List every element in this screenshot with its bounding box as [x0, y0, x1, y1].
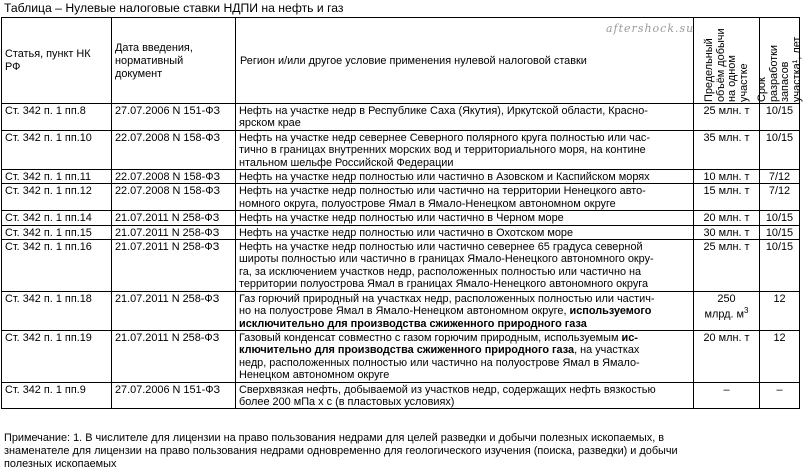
region-line: Газ горючий природный на участках недр, расположенных полностью или частич- — [239, 292, 655, 305]
table-row — [2, 240, 800, 292]
cell-region — [236, 211, 694, 225]
table-row — [2, 225, 800, 239]
cell-article: Ст. 342 п. 1 пп.8 — [2, 104, 112, 131]
region-line: Ненецком автономном округе — [239, 369, 390, 382]
header-term-text: Срок разработки запасов участка¹, лет — [755, 36, 802, 102]
region-line: Нефть на участке недр полностью или частично в Охотском море — [239, 226, 574, 239]
region-line: га, за исключением участков недр, расположенных полностью или частично на — [239, 265, 642, 278]
header-volume-text: Предельный объём добычи на одном участке — [702, 28, 749, 102]
cell-term: 12 — [760, 330, 800, 382]
region-line: Сверхвязкая нефть, добываемой из участков недр, содержащих нефть вязкостью — [239, 383, 656, 396]
region-bold-text: используемого — [569, 305, 652, 318]
cell-article: Ст. 342 п. 1 пп.16 — [2, 240, 112, 292]
region-line: тично в границах внутренних морских вод и территориального моря, на контине — [239, 144, 646, 157]
table-row — [2, 330, 800, 382]
cell-article: Ст. 342 п. 1 пп.19 — [2, 330, 112, 382]
cell-region — [236, 170, 694, 184]
cell-volume: 20 млн. т — [694, 211, 760, 225]
volume-unit — [697, 305, 756, 321]
cell-region — [236, 184, 694, 211]
region-line — [239, 305, 690, 317]
cell-term: 12 — [760, 291, 800, 330]
table-row — [2, 170, 800, 184]
region-line: Нефть на участке недр полностью или частично в Черном море — [239, 212, 564, 225]
cell-article: Ст. 342 п. 1 пп.18 — [2, 291, 112, 330]
region-line: Нефть на участке недр полностью или частично в Азовском и Каспийском морях — [239, 171, 650, 184]
cell-term: – — [760, 382, 800, 409]
cell-volume: 25 млн. т — [694, 240, 760, 292]
region-text: но на полуострове Ямал в Ямало-Ненецком автономном округе, — [239, 305, 570, 318]
header-term — [755, 18, 802, 104]
cell-volume: – — [694, 382, 760, 409]
tax-rates-table — [1, 17, 800, 409]
region-text: Газовый конденсат совместно с газом горючим природным, используемым — [239, 331, 622, 344]
cell-term: 7/12 — [760, 170, 800, 184]
region-line — [239, 332, 690, 344]
region-line: более 200 мПа x c (в пластовых условиях) — [239, 395, 455, 408]
region-bold-text: ключительно для производства сжиженного природного газа — [239, 344, 575, 357]
cell-article: Ст. 342 п. 1 пп.10 — [2, 130, 112, 169]
cell-region — [236, 240, 694, 292]
cell-volume: 35 млн. т — [694, 130, 760, 169]
cell-date: 21.07.2011 N 258-ФЗ — [112, 225, 236, 239]
footnote — [4, 432, 798, 472]
cell-date: 22.07.2008 N 158-ФЗ — [112, 130, 236, 169]
cell-term: 10/15 — [760, 130, 800, 169]
region-line: ярском крае — [239, 117, 301, 130]
header-region: Регион и/или другое условие применения нулевой налоговой ставки — [236, 18, 694, 104]
cell-region — [236, 291, 694, 330]
cell-date: 27.07.2006 N 151-ФЗ — [112, 382, 236, 409]
region-line: Нефть на участке недр полностью или частично севернее 65 градуса северной — [239, 241, 643, 254]
region-line — [239, 344, 690, 356]
table-header-row — [2, 18, 800, 104]
table-title: Таблица – Нулевые налоговые ставки НДПИ на нефть и газ — [4, 1, 344, 15]
cell-date: 22.07.2008 N 158-ФЗ — [112, 184, 236, 211]
footnote-line: знаменателе для лицензии на право пользования недрами одновременно для геологического изучения (поиска, разведки) и добычи — [4, 445, 678, 458]
watermark: aftershock.su — [606, 22, 695, 35]
region-line: широты полностью или частично в границах Ямало-Ненецкого автономного окру- — [239, 253, 654, 266]
cell-region — [236, 130, 694, 169]
region-line: недр, расположенных полностью или частично на полуострове Ямал в Ямало- — [239, 356, 640, 369]
volume-unit-sup: 3 — [744, 306, 749, 316]
table-row — [2, 291, 800, 330]
header-article: Статья, пункт НК РФ — [2, 18, 112, 104]
cell-region — [236, 104, 694, 131]
cell-date: 21.07.2011 N 258-ФЗ — [112, 211, 236, 225]
cell-volume: 20 млн. т — [694, 330, 760, 382]
cell-region — [236, 225, 694, 239]
cell-volume — [694, 291, 760, 330]
header-volume — [694, 18, 760, 104]
cell-volume: 25 млн. т — [694, 104, 760, 131]
table-row — [2, 184, 800, 211]
region-bold-text: ис- — [621, 331, 638, 344]
table-row — [2, 211, 800, 225]
cell-date: 21.07.2011 N 258-ФЗ — [112, 240, 236, 292]
cell-region — [236, 382, 694, 409]
cell-term: 10/15 — [760, 225, 800, 239]
cell-volume: 10 млн. т — [694, 170, 760, 184]
table-row — [2, 382, 800, 409]
footnote-line: полезных ископаемых — [4, 458, 117, 471]
region-line: Нефть на участке недр севернее Северного полярного круга полностью или час- — [239, 131, 650, 144]
table-row — [2, 130, 800, 169]
cell-term: 7/12 — [760, 184, 800, 211]
cell-article: Ст. 342 п. 1 пп.15 — [2, 225, 112, 239]
region-line: нтальном шельфе Российской Федерации — [239, 156, 454, 169]
header-date: Дата введения, нормативный документ — [112, 18, 236, 104]
cell-date: 27.07.2006 N 151-ФЗ — [112, 104, 236, 131]
region-text: , на участках — [574, 344, 640, 357]
volume-value: 250 — [717, 292, 736, 305]
cell-volume: 30 млн. т — [694, 225, 760, 239]
volume-unit-text: млрд. м — [704, 308, 745, 321]
region-line: территории полуострова Ямал в границах Ямало-Ненецкого автономного округа — [239, 278, 649, 291]
footnote-line: Примечание: 1. В чиcлителе для лицензии на право пользования недрами для целей разведки и добычи полезных ископаемых, в — [4, 432, 665, 444]
table-row — [2, 104, 800, 131]
cell-region — [236, 330, 694, 382]
cell-volume: 15 млн. т — [694, 184, 760, 211]
cell-article: Ст. 342 п. 1 пп.14 — [2, 211, 112, 225]
cell-date: 21.07.2011 N 258-ФЗ — [112, 330, 236, 382]
cell-term: 10/15 — [760, 104, 800, 131]
region-line: номного округа, полуострове Ямал в Ямало-Ненецком автономном округе — [239, 197, 616, 210]
cell-date: 22.07.2008 N 158-ФЗ — [112, 170, 236, 184]
cell-term: 10/15 — [760, 211, 800, 225]
cell-article: Ст. 342 п. 1 пп.11 — [2, 170, 112, 184]
cell-term: 10/15 — [760, 240, 800, 292]
region-line: Нефть на участке недр полностью или частично на территории Ненецкого авто- — [239, 185, 646, 198]
cell-article: Ст. 342 п. 1 пп.9 — [2, 382, 112, 409]
region-line: Нефть на участке недр в Республике Саха (Якутия), Иркутской области, Красно- — [239, 105, 648, 117]
region-line — [239, 318, 690, 330]
cell-article: Ст. 342 п. 1 пп.12 — [2, 184, 112, 211]
cell-date: 21.07.2011 N 258-ФЗ — [112, 291, 236, 330]
region-bold-text: исключительно для производства сжиженного природного газа — [239, 317, 587, 330]
